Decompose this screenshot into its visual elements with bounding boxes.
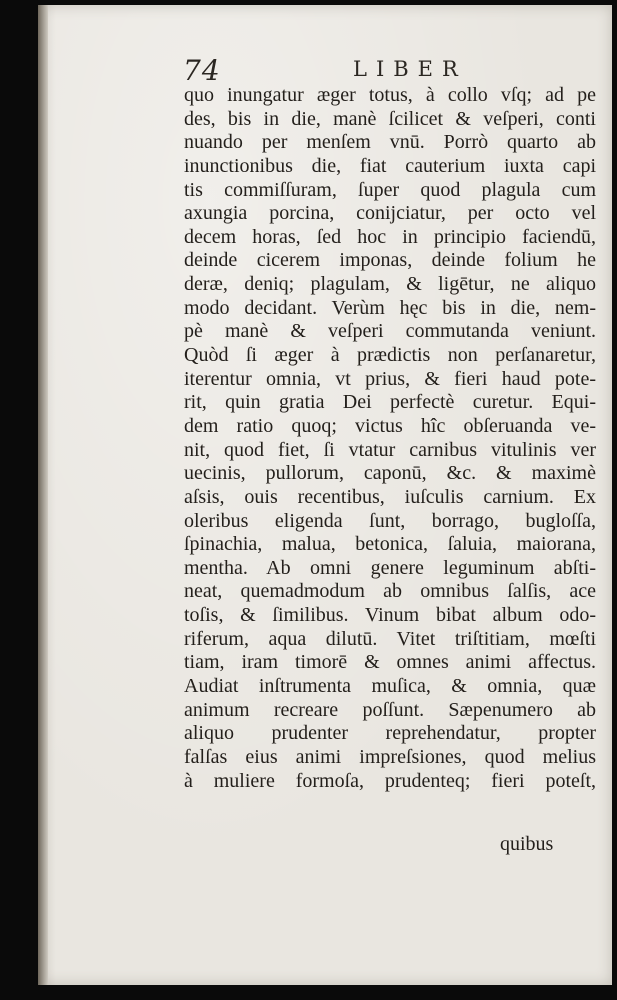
page-number: 74 [183, 54, 221, 87]
text-line: tis commiſſuram, ſuper quod plagula cum [184, 178, 596, 201]
text-line: riferum, aqua dilutū. Vitet triſtitiam, mœſti [184, 627, 596, 650]
text-line: neat, quemadmodum ab omnibus ſalſis, ace [184, 580, 596, 603]
text-line: modo decidant. Verùm hęc bis in die, nem- [184, 296, 596, 319]
text-line: rit, quin gratia Dei perfectè curetur. Equi- [184, 391, 596, 414]
catchword: quibus [500, 833, 554, 855]
text-line: deinde cicerem imponas, deinde folium he [184, 249, 596, 272]
text-line: pè manè & veſperi commutanda veniunt. [184, 320, 596, 343]
text-line: toſis, & ſimilibus. Vinum bibat album odo- [184, 604, 596, 627]
text-line: des, bis in die, manè ſcilicet & veſperi, conti [184, 107, 596, 130]
text-line: Audiat inſtrumenta muſica, & omnia, quæ [184, 675, 596, 698]
text-line: à muliere formoſa, prudenteq; fieri poteſt, [184, 769, 596, 792]
text-line: decem horas, ſed hoc in principio faciendū, [184, 225, 596, 248]
text-line: uecinis, pullorum, caponū, &c. & maximè [184, 462, 596, 485]
text-line: quo inungatur æger totus, à collo vſq; ad pe [184, 84, 596, 106]
text-line: Quòd ſi æger à prædictis non perſanaretur, [184, 344, 596, 367]
text-line: aliquo prudenter reprehendatur, propter [184, 722, 596, 745]
text-line: tiam, iram timorē & omnes animi affectus. [184, 651, 596, 674]
text-line: deræ, deniq; plagulam, & ligētur, ne aliquo [184, 273, 596, 296]
text-line: animum recreare poſſunt. Sæpenumero ab [184, 698, 596, 721]
text-line: dem ratio quoq; victus hîc obſeruanda ve- [184, 414, 596, 437]
text-line: ſpinachia, malua, betonica, ſaluia, maiorana, [184, 533, 596, 556]
body-text [184, 84, 596, 793]
page-gutter-shadow [38, 5, 48, 985]
text-line: aſsis, ouis recentibus, iuſculis carnium. Ex [184, 485, 596, 508]
text-line: nuando per menſem vnū. Porrò quarto ab [184, 131, 596, 154]
text-line: mentha. Ab omni genere leguminum abſti- [184, 556, 596, 579]
text-line: inunctionibus die, fiat cauterium iuxta capi [184, 154, 596, 177]
text-line: nit, quod fiet, ſi vtatur carnibus vitulinis ver [184, 438, 596, 461]
text-line: falſas eius animi impreſsiones, quod melius [184, 745, 596, 768]
text-line: iterentur omnia, vt prius, & fieri haud pote- [184, 367, 596, 390]
text-line: axungia porcina, conijciatur, per octo vel [184, 202, 596, 225]
text-line: oleribus eligenda ſunt, borrago, bugloſſa, [184, 509, 596, 532]
running-head: LIBER [353, 57, 467, 81]
